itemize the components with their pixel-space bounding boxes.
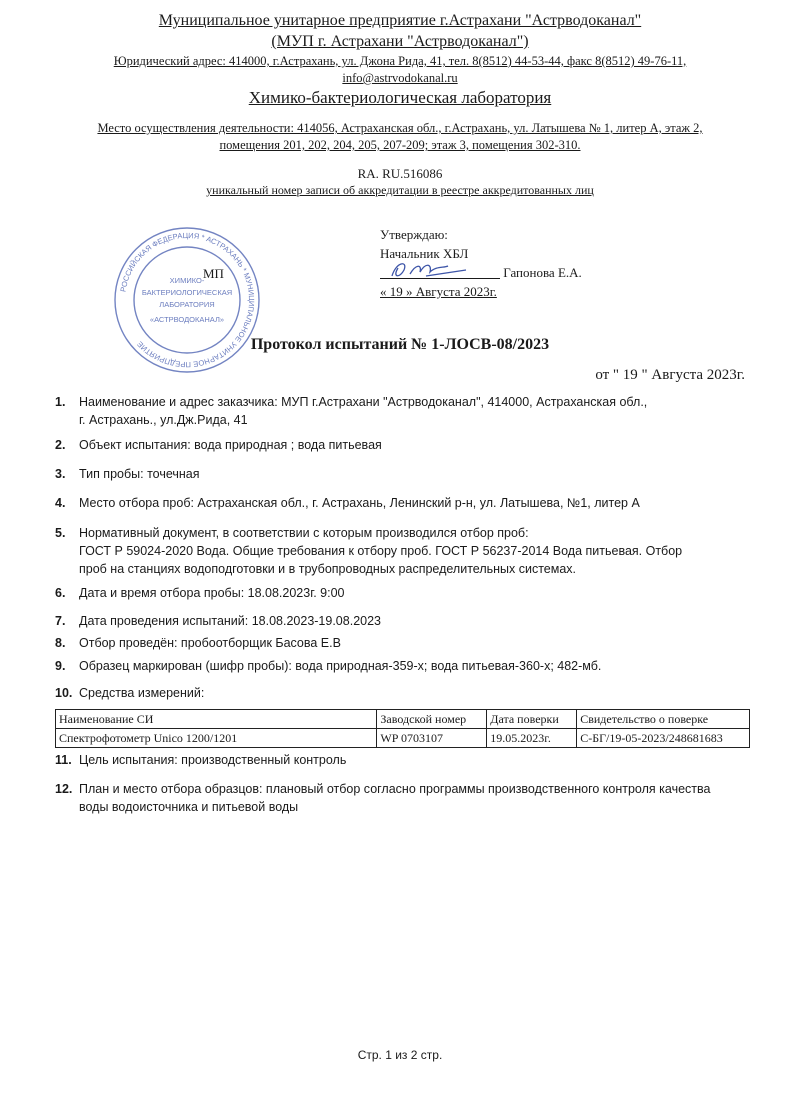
column-header: Свидетельство о поверке <box>577 710 750 729</box>
activity-place <box>0 120 800 154</box>
protocol-title: Протокол испытаний № 1-ЛОСВ-08/2023 <box>250 336 550 353</box>
approve-label: Утверждаю: <box>380 227 448 242</box>
item-line: Объект испытания: вода природная ; вода питьевая <box>79 438 382 452</box>
column-header: Наименование СИ <box>56 710 377 729</box>
table-cell: WP 0703107 <box>377 729 487 748</box>
item-line: г. Астрахань., ул.Дж.Рида, 41 <box>79 413 248 427</box>
table-row <box>56 729 750 748</box>
item-line: Дата проведения испытаний: 18.08.2023-19.08.2023 <box>79 614 381 628</box>
stamp-inner-line-1: ХИМИКО- <box>169 276 205 285</box>
item-number: 10. <box>55 686 73 700</box>
item-number: 8. <box>55 636 66 650</box>
page-number: Стр. 1 из 2 стр. <box>357 1048 443 1062</box>
stamp-inner-line-2: БАКТЕРИОЛОГИЧЕСКАЯ <box>141 288 233 297</box>
item-number: 7. <box>55 614 66 628</box>
item-number: 9. <box>55 659 66 673</box>
item-line: Дата и время отбора пробы: 18.08.2023г. 9:00 <box>79 586 345 600</box>
table-cell: Спектрофотометр Unico 1200/1201 <box>56 729 377 748</box>
table-cell: С-БГ/19-05-2023/248681683 <box>577 729 750 748</box>
item-number: 1. <box>55 395 66 409</box>
item-line: Наименование и адрес заказчика: МУП г.Астрахани "Астрводоканал", 414000, Астраханская обл., <box>79 395 648 409</box>
email-link[interactable]: info@astrvodokanal.ru <box>342 71 458 85</box>
org-short-name: (МУП г. Астрахани "Астрводоканал") <box>271 33 529 50</box>
lab-name: Химико-бактериологическая лаборатория <box>248 88 552 107</box>
item-number: 3. <box>55 467 66 481</box>
column-header: Дата поверки <box>487 710 577 729</box>
approver-position: Начальник ХБЛ <box>380 246 469 261</box>
activity-place-line-2: помещения 201, 202, 204, 205, 207-209; этаж 3, помещения 302-310. <box>219 138 581 152</box>
org-name: Муниципальное унитарное предприятие г.Астрахани "Астрводоканал" <box>158 12 642 29</box>
item-number: 12. <box>55 782 73 796</box>
item-number: 2. <box>55 438 66 452</box>
column-header: Заводской номер <box>377 710 487 729</box>
legal-address <box>0 53 800 87</box>
stamp-inner-line-3: ЛАБОРАТОРИЯ <box>159 300 215 309</box>
legal-address-line: Юридический адрес: 414000, г.Астрахань, ул. Джона Рида, 41, тел. 8(8512) 44-53-44, факс 8(8512) 49-76-11, <box>113 54 687 68</box>
item-line: Нормативный документ, в соответствии с которым производился отбор проб: <box>79 526 529 540</box>
item-line: проб на станциях водоподготовки и в трубопроводных распределительных системах. <box>79 562 577 576</box>
item-number: 5. <box>55 526 66 540</box>
signature-line <box>380 264 500 279</box>
instruments-table <box>55 709 750 748</box>
accreditation-number: RA. RU.516086 <box>357 166 443 181</box>
table-cell: 19.05.2023г. <box>487 729 577 748</box>
protocol-date: от " 19 " Августа 2023г. <box>595 367 745 383</box>
stamp-inner-line-4: «АСТРВОДОКАНАЛ» <box>149 315 225 324</box>
stamp-ring-text: РОССИЙСКАЯ ФЕДЕРАЦИЯ * АСТРАХАНЬ * МУНИЦИПАЛЬНОЕ УНИТАРНОЕ ПРЕДПРИЯТИЕ <box>118 230 257 370</box>
activity-place-line-1: Место осуществления деятельности: 414056, Астраханская обл., г.Астрахань, ул. Латышева № 1, литер А, этаж 2, <box>97 121 703 135</box>
accreditation-note: уникальный номер записи об аккредитации в реестре аккредитованных лиц <box>206 183 594 197</box>
item-line: ГОСТ Р 59024-2020 Вода. Общие требования к отбору проб. ГОСТ Р 56237-2014 Вода питьевая. Отбор <box>79 544 683 558</box>
signature-row <box>380 263 582 282</box>
item-line: Тип пробы: точечная <box>79 467 200 481</box>
item-number: 6. <box>55 586 66 600</box>
mp-mark: МП <box>203 266 224 281</box>
table-header-row <box>56 710 750 729</box>
approval-date: « 19 » Августа 2023г. <box>380 284 497 299</box>
approver-name: Гапонова Е.А. <box>503 265 582 280</box>
item-line: Образец маркирован (шифр пробы): вода природная-359-х; вода питьевая-360-х; 482-мб. <box>79 659 602 673</box>
item-line: Место отбора проб: Астраханская обл., г. Астрахань, Ленинский р-н, ул. Латышева, №1, литер А <box>79 496 640 510</box>
item-line: Отбор проведён: пробоотборщик Басова Е.В <box>79 636 341 650</box>
item-number: 11. <box>55 753 72 767</box>
item-number: 4. <box>55 496 66 510</box>
item-line: Средства измерений: <box>79 686 205 700</box>
item-line: План и место отбора образцов: плановый отбор согласно программы производственного контроля качества <box>79 782 711 796</box>
signature-scribble <box>386 258 496 282</box>
item-line: воды водоисточника и питьевой воды <box>79 800 299 814</box>
approval-block <box>380 225 582 301</box>
item-line: Цель испытания: производственный контроль <box>79 753 347 767</box>
